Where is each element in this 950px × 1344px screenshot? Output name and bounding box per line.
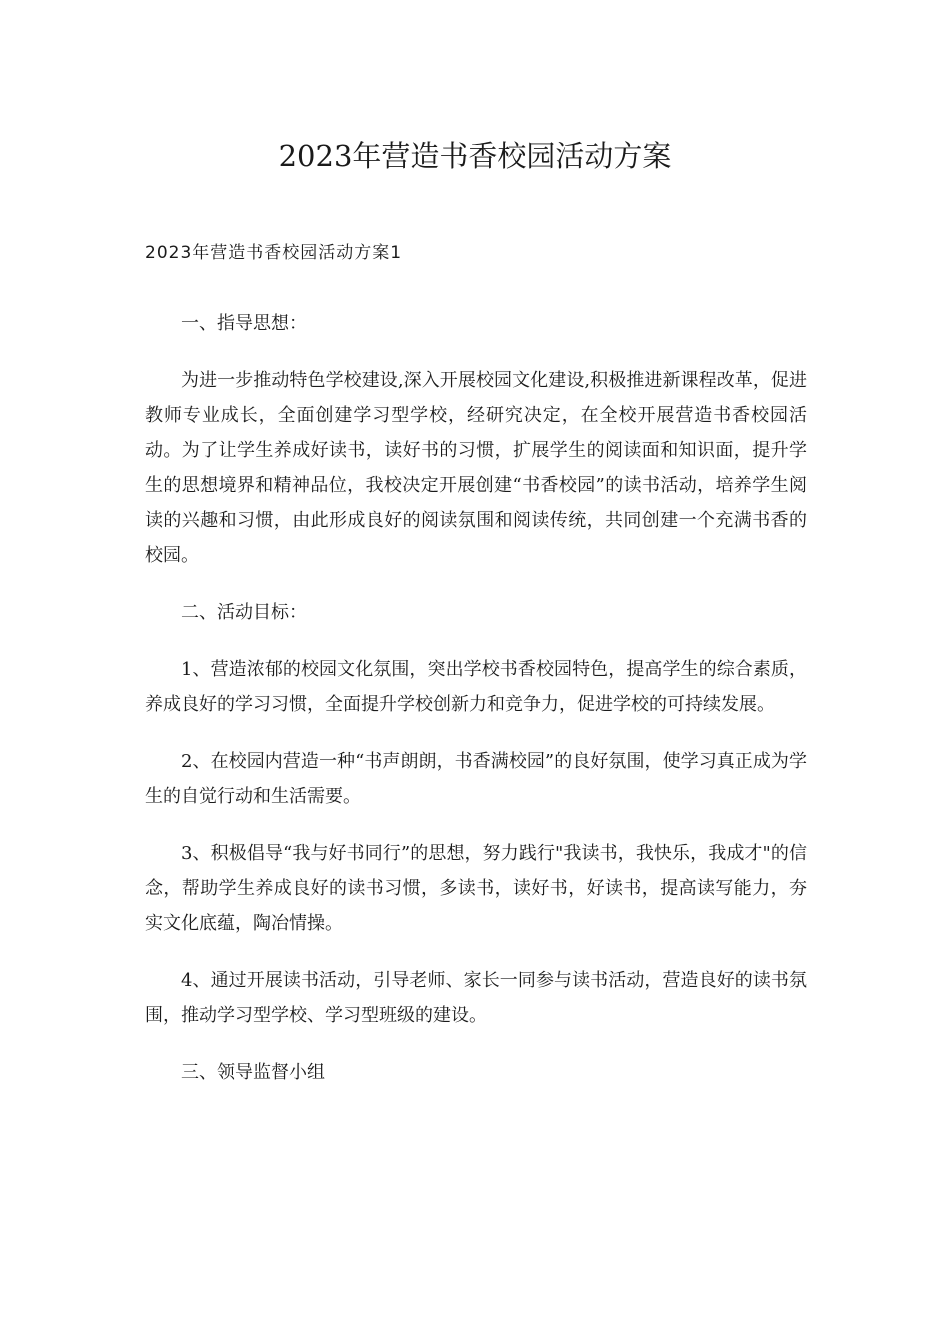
- goal-item-4: 4、通过开展读书活动，引导老师、家长一同参与读书活动，营造良好的读书氛围，推动学习型学校、学习型班级的建设。: [145, 970, 807, 1026]
- goal-item-3: 3、积极倡导“我与好书同行”的思想，努力践行"我读书，我快乐，我成才"的信念，帮助学生养成良好的读书习惯，多读书，读好书，好读书，提高读写能力，夯实文化底蕴，陶冶情操。: [145, 843, 807, 934]
- section-heading-activity-goals: 二、活动目标：: [181, 602, 307, 623]
- paragraph-guiding-ideology: 为进一步推动特色学校建设,深入开展校园文化建设,积极推进新课程改革，促进教师专业成长，全面创建学习型学校，经研究决定，在全校开展营造书香校园活动。为了让学生养成好读书，读好书的习惯，扩展学生的阅读面和知识面，提升学生的思想境界和精神品位，我校决定开展创建“书香校园”的读书活动，培养学生阅读的兴趣和习惯，由此形成良好的阅读氛围和阅读传统，共同创建一个充满书香的校园。: [145, 370, 807, 566]
- document-subtitle: 2023年营造书香校园活动方案1: [145, 243, 403, 263]
- document-body: [145, 306, 807, 1112]
- section-heading-leadership-group: 三、领导监督小组: [181, 1062, 325, 1083]
- section-heading-guiding-ideology: 一、指导思想：: [181, 313, 307, 334]
- goal-item-2: 2、在校园内营造一种“书声朗朗，书香满校园”的良好氛围，使学习真正成为学生的自觉行动和生活需要。: [145, 751, 807, 807]
- goal-item-1: 1、营造浓郁的校园文化氛围，突出学校书香校园特色，提高学生的综合素质，养成良好的学习习惯，全面提升学校创新力和竞争力，促进学校的可持续发展。: [145, 659, 807, 715]
- document-title: 2023年营造书香校园活动方案: [278, 139, 672, 173]
